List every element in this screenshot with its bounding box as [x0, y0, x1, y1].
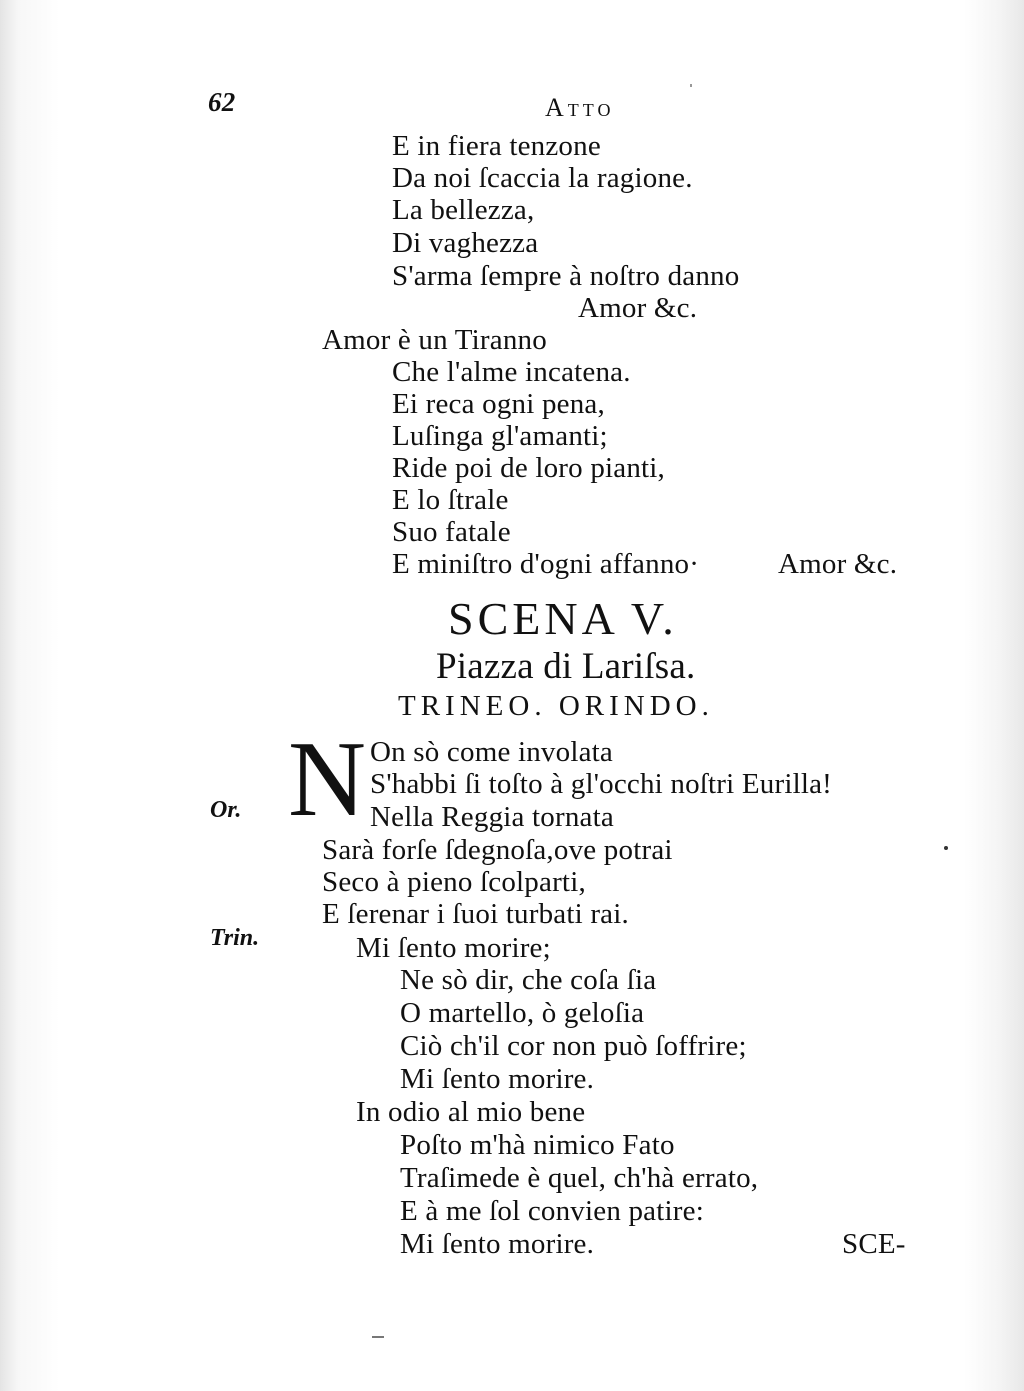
verse-line: Luſinga gl'amanti;	[392, 420, 608, 452]
dialogue-line: Mi ſento morire.	[400, 1063, 595, 1095]
verse-line: Da noi ſcaccia la ragione.	[392, 162, 693, 194]
verse-line: Amor è un Tiranno	[322, 324, 547, 356]
verse-line: La bellezza,	[392, 194, 535, 226]
dialogue-line: On sò come involata	[370, 736, 613, 768]
verse-line: Ei reca ogni pena,	[392, 388, 605, 420]
dialogue-line: Nella Reggia tornata	[370, 801, 614, 833]
running-title: Atto	[545, 93, 615, 122]
dialogue-line: Poſto m'hà nimico Fato	[400, 1129, 675, 1161]
dialogue-line: O martello, ò geloſia	[400, 997, 645, 1029]
drop-cap: N	[288, 720, 366, 839]
paper-speck	[690, 84, 692, 87]
dialogue-line: Mi ſento morire;	[356, 932, 551, 964]
verse-line: Suo fatale	[392, 516, 511, 548]
refrain-cue: Amor &c.	[778, 548, 898, 580]
catchword: SCE-	[842, 1228, 906, 1260]
verse-line: Ride poi de loro pianti,	[392, 452, 666, 484]
dialogue-line: Traſimede è quel, ch'hà errato,	[400, 1162, 759, 1194]
dialogue-line: Seco à pieno ſcolparti,	[322, 866, 586, 898]
ink-dot	[944, 846, 948, 850]
verse-line: S'arma ſempre à noſtro danno	[392, 260, 740, 292]
scene-title: SCENA V.	[448, 593, 678, 644]
verse-line: Che l'alme incatena.	[392, 356, 631, 388]
verse-line: E lo ſtrale	[392, 484, 509, 516]
dialogue-line: S'habbi ſi toſto à gl'occhi noſtri Eurilla!	[370, 768, 833, 800]
dialogue-line: Ne sò dir, che coſa ſia	[400, 964, 657, 996]
verse-line: E miniſtro d'ogni affanno·	[392, 548, 700, 580]
speaker-label-orindo: Or.	[210, 797, 242, 823]
refrain-cue: Amor &c.	[578, 292, 698, 324]
ink-mark	[372, 1336, 384, 1338]
dialogue-line: In odio al mio bene	[356, 1096, 586, 1128]
dialogue-line: Ciò ch'il cor non può ſoffrire;	[400, 1030, 747, 1062]
verse-line: Di vaghezza	[392, 227, 539, 259]
dialogue-line: Mi ſento morire.	[400, 1228, 595, 1260]
speaker-label-trineo: Trin.	[210, 925, 260, 951]
dialogue-line: E à me ſol convien patire:	[400, 1195, 704, 1227]
dialogue-line: Sarà forſe ſdegnoſa,ove potrai	[322, 834, 673, 866]
verse-line: E in fiera tenzone	[392, 130, 601, 162]
scene-place: Piazza di Lariſsa.	[436, 646, 696, 687]
scene-characters: TRINEO. ORINDO.	[398, 690, 714, 722]
dialogue-line: E ſerenar i ſuoi turbati rai.	[322, 898, 629, 930]
page-number: 62	[208, 87, 236, 117]
